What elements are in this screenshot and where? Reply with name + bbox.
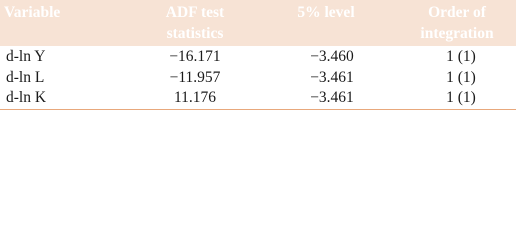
header-variable bbox=[0, 0, 124, 46]
table-body bbox=[0, 46, 516, 109]
header-adf-line2: statistics bbox=[166, 25, 224, 42]
cell-level: −3.461 bbox=[250, 88, 396, 109]
header-5-percent-level bbox=[250, 0, 396, 46]
cell-adf: −11.957 bbox=[169, 68, 221, 86]
unit-root-table bbox=[0, 0, 516, 110]
header-order-line1: Order of bbox=[428, 4, 486, 21]
cell-level: −3.461 bbox=[310, 68, 354, 86]
header-order-of-integration bbox=[396, 0, 516, 46]
table-row bbox=[0, 67, 516, 88]
header-order-line2: integration bbox=[420, 25, 494, 42]
cell-order: 1 (1) bbox=[446, 68, 476, 86]
table-row bbox=[0, 88, 516, 109]
table-header bbox=[0, 0, 516, 46]
cell-variable: d-ln L bbox=[6, 68, 45, 86]
table-row bbox=[0, 46, 516, 67]
cell-variable: d-ln Y bbox=[6, 47, 46, 65]
header-adf-statistics bbox=[124, 0, 250, 46]
unit-root-table-container bbox=[0, 0, 516, 114]
header-level-label: 5% level bbox=[297, 4, 355, 21]
cell-order: 1 (1) bbox=[446, 47, 476, 65]
cell-adf: −16.171 bbox=[169, 47, 221, 65]
header-adf-line1: ADF test bbox=[165, 4, 225, 21]
cell-variable: d-ln K bbox=[0, 88, 124, 109]
cell-level: −3.460 bbox=[310, 47, 354, 65]
header-row bbox=[0, 0, 516, 46]
cell-order: 1 (1) bbox=[396, 88, 516, 109]
cell-adf: 11.176 bbox=[124, 88, 250, 109]
header-variable-label: Variable bbox=[4, 4, 61, 21]
